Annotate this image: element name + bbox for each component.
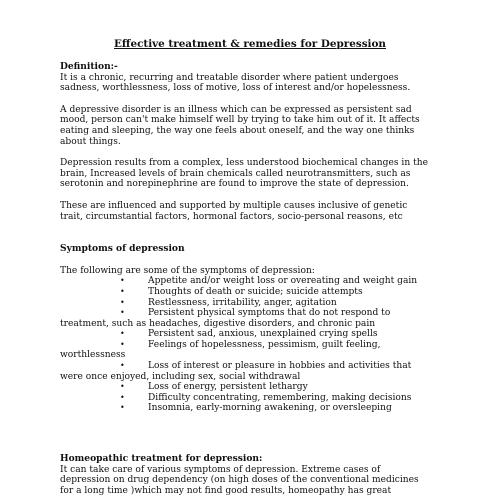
list-item: [60, 298, 440, 309]
symptom-text: Insomnia, early-morning awakening, or oversleeping: [148, 403, 392, 414]
definition-paragraph-3: [60, 158, 440, 190]
list-item: [60, 329, 440, 340]
symptom-text: Loss of interest or pleasure in hobbies and activities that: [148, 361, 412, 372]
symptom-text: Thoughts of death or suicide; suicide attempts: [148, 286, 363, 297]
bullet-icon: •: [120, 286, 125, 296]
bullet-icon: •: [120, 308, 125, 318]
symptom-text: Difficulty concentrating, remembering, making decisions: [148, 392, 412, 403]
document-page: [60, 38, 440, 496]
paragraph-line: It can take care of various symptoms of depression. Extreme cases of: [60, 464, 381, 475]
paragraph-line: about things.: [60, 136, 121, 147]
definition-paragraph-4: [60, 201, 440, 222]
document-title: Effective treatment & remedies for Depression: [114, 38, 386, 50]
symptom-continuation: treatment, such as headaches, digestive disorders, and chronic pain: [60, 318, 376, 329]
paragraph-line: serotonin and norepinephrine are found to improve the state of depression.: [60, 179, 409, 190]
list-item: [60, 361, 440, 382]
paragraph-line: eating and sleeping, the way one feels about oneself, and the way one thinks: [60, 125, 415, 136]
symptom-continuation: worthlessness: [60, 350, 126, 361]
paragraph-line: It is a chronic, recurring and treatable disorder where patient undergoes: [60, 72, 399, 83]
symptom-continuation: were once enjoyed, including sex, social withdrawal: [60, 371, 301, 382]
symptom-text: Appetite and/or weight loss or overeating and weight gain: [148, 276, 418, 287]
symptoms-heading: Symptoms of depression: [60, 243, 185, 255]
bullet-icon: •: [120, 339, 125, 349]
list-item: [60, 308, 440, 329]
list-item: [60, 393, 440, 404]
paragraph-line: depression on drug dependency (on high doses of the conventional medicines: [60, 475, 419, 486]
bullet-icon: •: [120, 392, 125, 402]
list-item: [60, 403, 440, 414]
paragraph-line: brain, Increased levels of brain chemicals called neurotransmitters, such as: [60, 168, 411, 179]
bullet-icon: •: [120, 297, 125, 307]
list-item: [60, 276, 440, 287]
paragraph-line: sadness, worthlessness, loss of motive, loss of interest and/or hopelessness.: [60, 83, 411, 94]
section-gap: [60, 414, 440, 454]
homeopathic-heading: Homeopathic treatment for depression:: [60, 453, 263, 465]
symptom-text: Loss of energy, persistent lethargy: [148, 382, 308, 393]
definition-paragraph-1: [60, 73, 440, 94]
bullet-icon: •: [120, 382, 125, 392]
symptom-text: Feelings of hopelessness, pessimism, guilt feeling,: [148, 339, 381, 350]
list-item: [60, 382, 440, 393]
definition-heading: Definition:-: [60, 61, 118, 72]
paragraph-line: These are influenced and supported by multiple causes inclusive of genetic: [60, 200, 408, 211]
list-item: [60, 340, 440, 361]
homeopathic-paragraph: [60, 465, 440, 496]
symptom-text: Restlessness, irritability, anger, agitation: [148, 297, 337, 308]
paragraph-line: A depressive disorder is an illness which can be expressed as persistent sad: [60, 104, 412, 115]
symptom-text: Persistent physical symptoms that do not respond to: [148, 308, 391, 319]
bullet-icon: •: [120, 403, 125, 413]
paragraph-line: trait, circumstantial factors, hormonal factors, socio-personal reasons, etc: [60, 211, 403, 222]
paragraph-line: for a long time )which may not find good results, homeopathy has great: [60, 485, 392, 496]
definition-paragraph-2: [60, 105, 440, 147]
symptom-text: Persistent sad, anxious, unexplained crying spells: [148, 329, 378, 340]
bullet-icon: •: [120, 329, 125, 339]
section-gap: [60, 255, 440, 266]
bullet-icon: •: [120, 361, 125, 371]
symptoms-intro: The following are some of the symptoms of depression:: [60, 265, 315, 276]
symptoms-list: [60, 276, 440, 414]
bullet-icon: •: [120, 276, 125, 286]
paragraph-line: Depression results from a complex, less understood biochemical changes in the: [60, 158, 428, 169]
list-item: [60, 287, 440, 298]
section-gap: [60, 222, 440, 244]
paragraph-line: mood, person can't make himself well by trying to take him out of it. It affects: [60, 115, 420, 126]
